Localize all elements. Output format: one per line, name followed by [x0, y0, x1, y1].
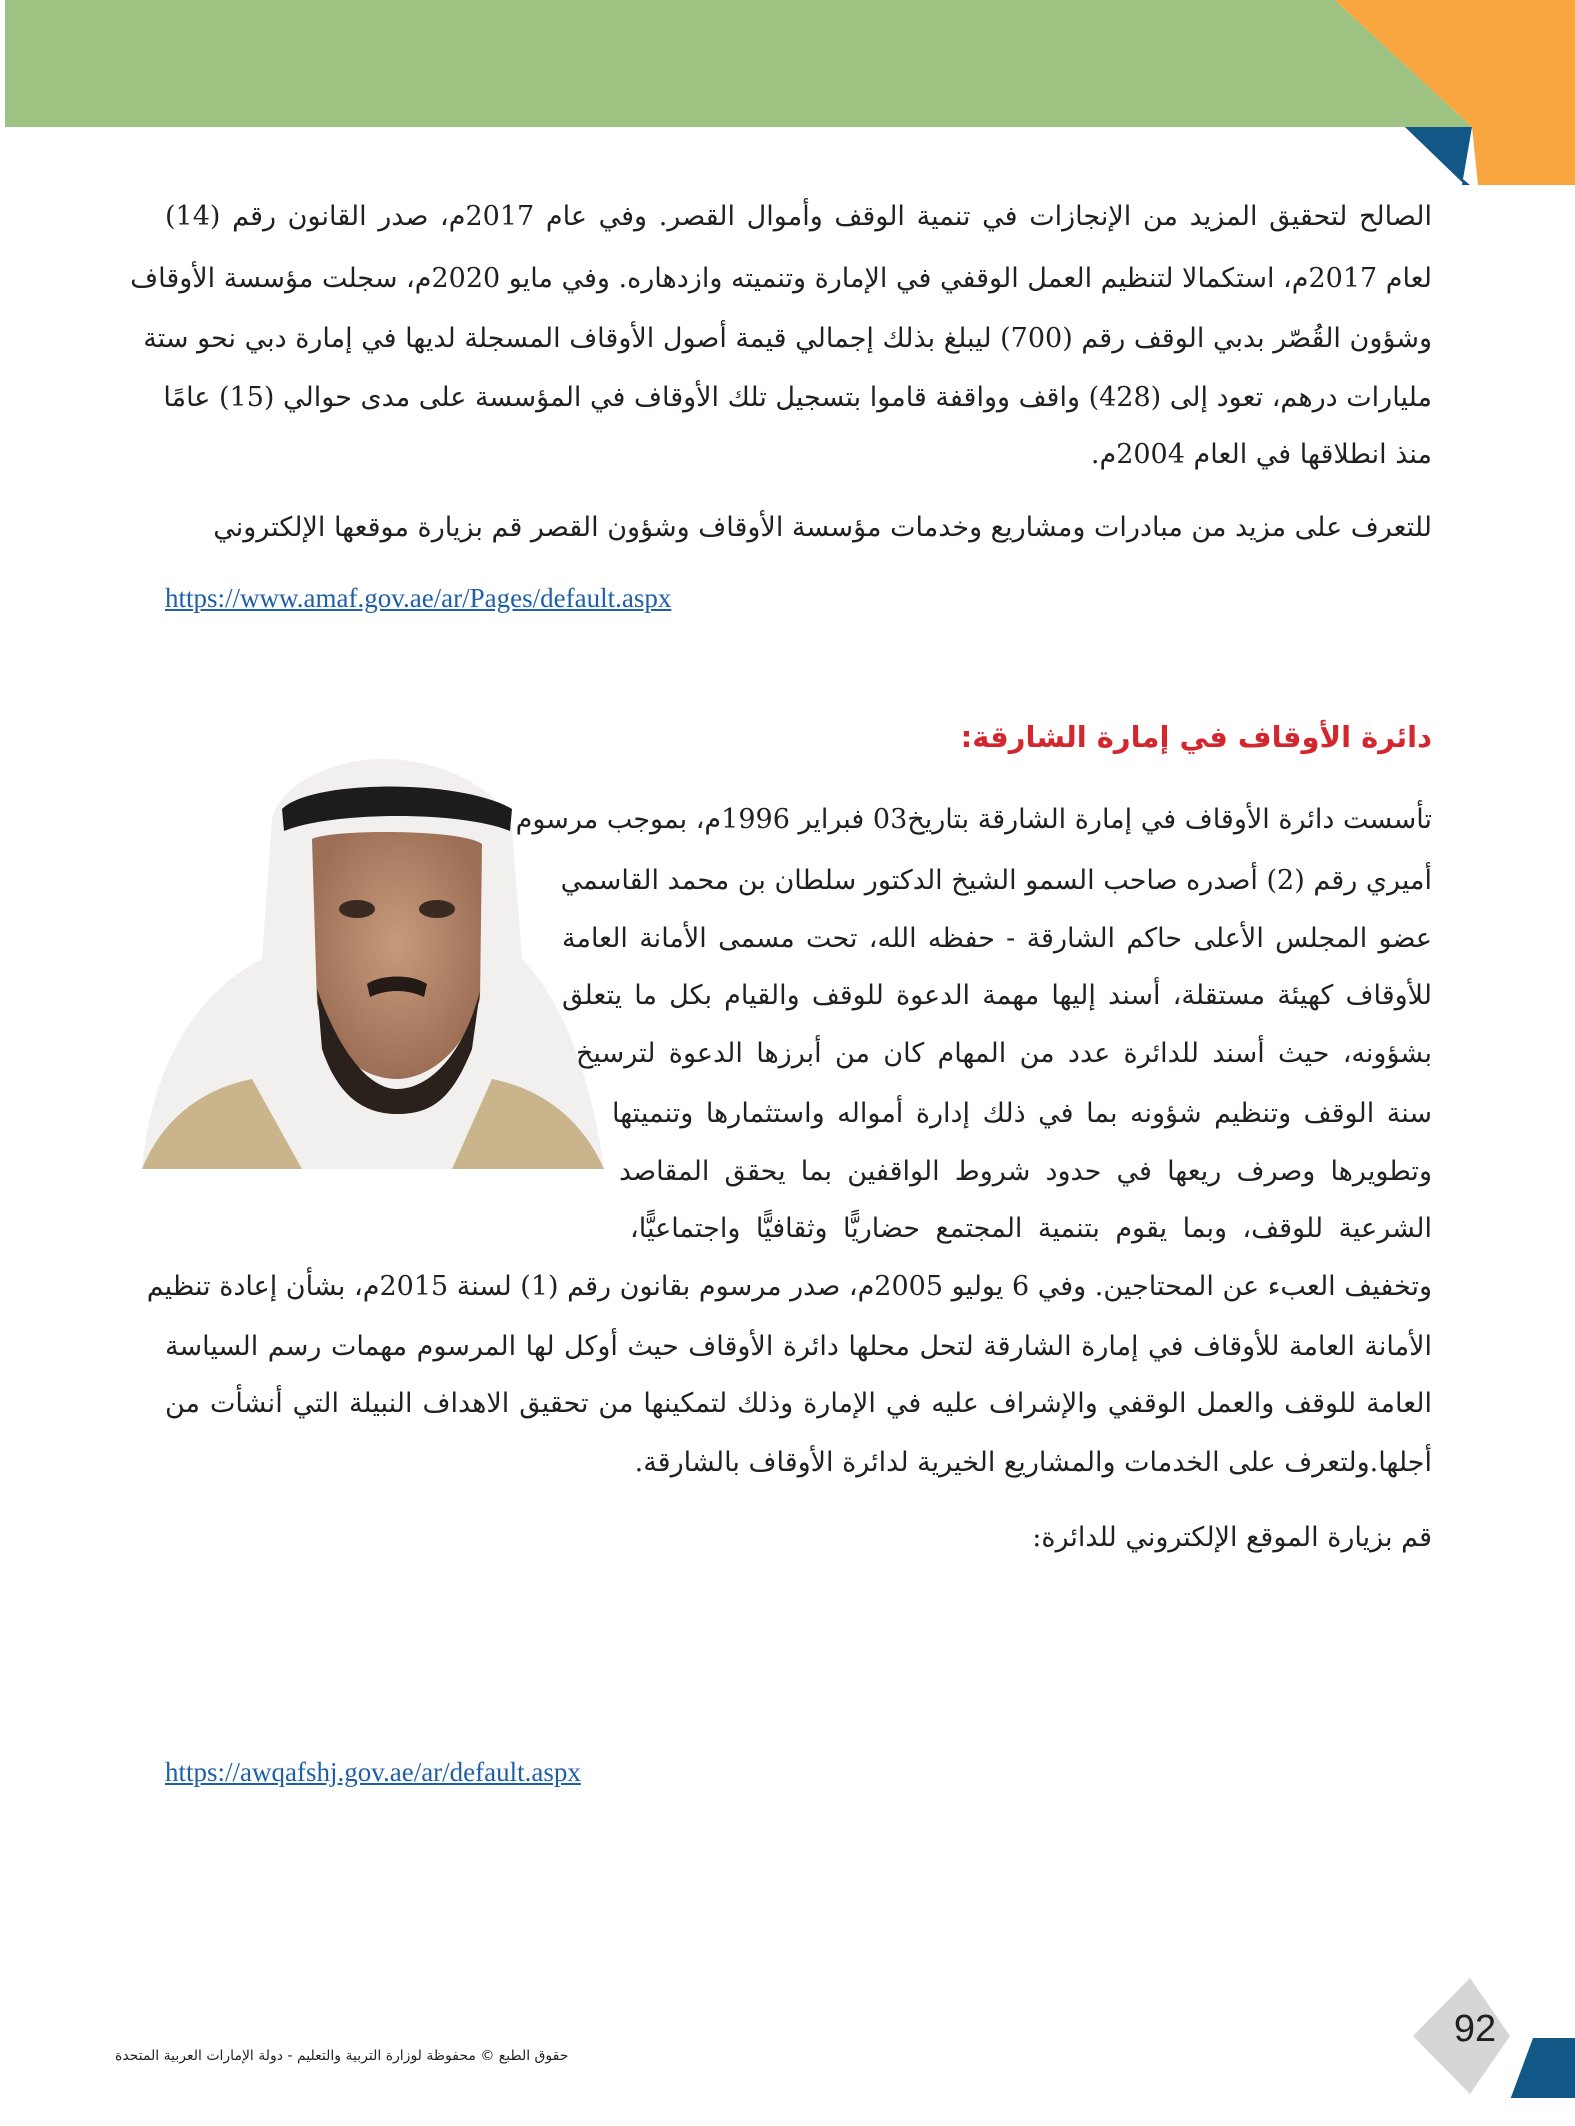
paragraph-line: الصالح لتحقيق المزيد من الإنجازات في تنمية الوقف وأموال القصر. وفي عام 2017م، صدر القانون رقم (14) — [165, 201, 1432, 232]
header-banner — [0, 0, 1575, 190]
awqaf-sharjah-website-link[interactable]: https://awqafshj.gov.ae/ar/default.aspx — [165, 1757, 581, 1787]
paragraph-line: للأوقاف كهيئة مستقلة، أسند إليها مهمة الدعوة للوقف والقيام بكل ما يتعلق — [562, 980, 1432, 1011]
paragraph-line: العامة للوقف والعمل الوقفي والإشراف عليه في الإمارة وذلك لتمكينها من تحقيق الاهداف النبيلة التي أنشأت من — [165, 1388, 1432, 1419]
paragraph-line: تأسست دائرة الأوقاف في إمارة الشارقة بتاريخ03 فبراير 1996م، بموجب مرسوم — [515, 804, 1432, 835]
paragraph-line: عضو المجلس الأعلى حاكم الشارقة - حفظه الله، تحت مسمى الأمانة العامة — [562, 923, 1432, 954]
visit-text: قم بزيارة الموقع الإلكتروني للدائرة: — [1032, 1522, 1432, 1553]
page-number: 92 — [1453, 2008, 1497, 2050]
paragraph-line: أميري رقم (2) أصدره صاحب السمو الشيخ الدكتور سلطان بن محمد القاسمي — [560, 865, 1432, 896]
paragraph-line: بشؤونه، حيث أسند للدائرة عدد من المهام كان من أبرزها الدعوة لترسيخ — [576, 1038, 1432, 1069]
paragraph-line: لعام 2017م، استكمالا لتنظيم العمل الوقفي في الإمارة وتنميته وازدهاره. وفي مايو 2020م، سجلت مؤسسة الأوقاف — [130, 263, 1432, 294]
paragraph-line: مليارات درهم، تعود إلى (428) واقف وواقفة قاموا بتسجيل تلك الأوقاف في المؤسسة على مدى حوالي (15) عامًا — [163, 382, 1432, 413]
copyright-text: حقوق الطبع © محفوظة لوزارة التربية والتعليم - دولة الإمارات العربية المتحدة — [115, 2048, 569, 2064]
paragraph-line: الشرعية للوقف، وبما يقوم بتنمية المجتمع حضاريًّا وثقافيًّا واجتماعيًّا، — [630, 1213, 1432, 1244]
banner-green — [5, 0, 1472, 127]
paragraph-line: أجلها.ولتعرف على الخدمات والمشاريع الخيرية لدائرة الأوقاف بالشارقة. — [634, 1447, 1432, 1478]
section-heading: دائرة الأوقاف في إمارة الشارقة: — [960, 720, 1432, 754]
amaf-website-link[interactable]: https://www.amaf.gov.ae/ar/Pages/default.aspx — [165, 583, 672, 613]
paragraph-line: وتخفيف العبء عن المحتاجين. وفي 6 يوليو 2005م، صدر مرسوم بقانون رقم (1) لسنة 2015م، بشأن إعادة تنظيم — [146, 1271, 1432, 1302]
paragraph-line: الأمانة العامة للأوقاف في إمارة الشارقة لتحل محلها دائرة الأوقاف حيث أوكل لها المرسوم مهمات رسم السياسة — [165, 1331, 1432, 1362]
paragraph-line: وتطويرها وصرف ريعها في حدود شروط الواقفين بما يحقق المقاصد — [619, 1156, 1432, 1187]
paragraph-line: وشؤون القُصّر بدبي الوقف رقم (700) ليبلغ بذلك إجمالي قيمة أصول الأوقاف المسجلة لديها في إمارة دبي نحو ستة — [143, 323, 1432, 354]
paragraph-line: سنة الوقف وتنظيم شؤونه بما في ذلك إدارة أمواله واستثمارها وتنميتها — [612, 1098, 1432, 1129]
visit-text: للتعرف على مزيد من مبادرات ومشاريع وخدمات مؤسسة الأوقاف وشؤون القصر قم بزيارة موقعها الإلكتروني — [213, 512, 1432, 543]
paragraph-line: منذ انطلاقها في العام 2004م. — [1090, 439, 1432, 470]
